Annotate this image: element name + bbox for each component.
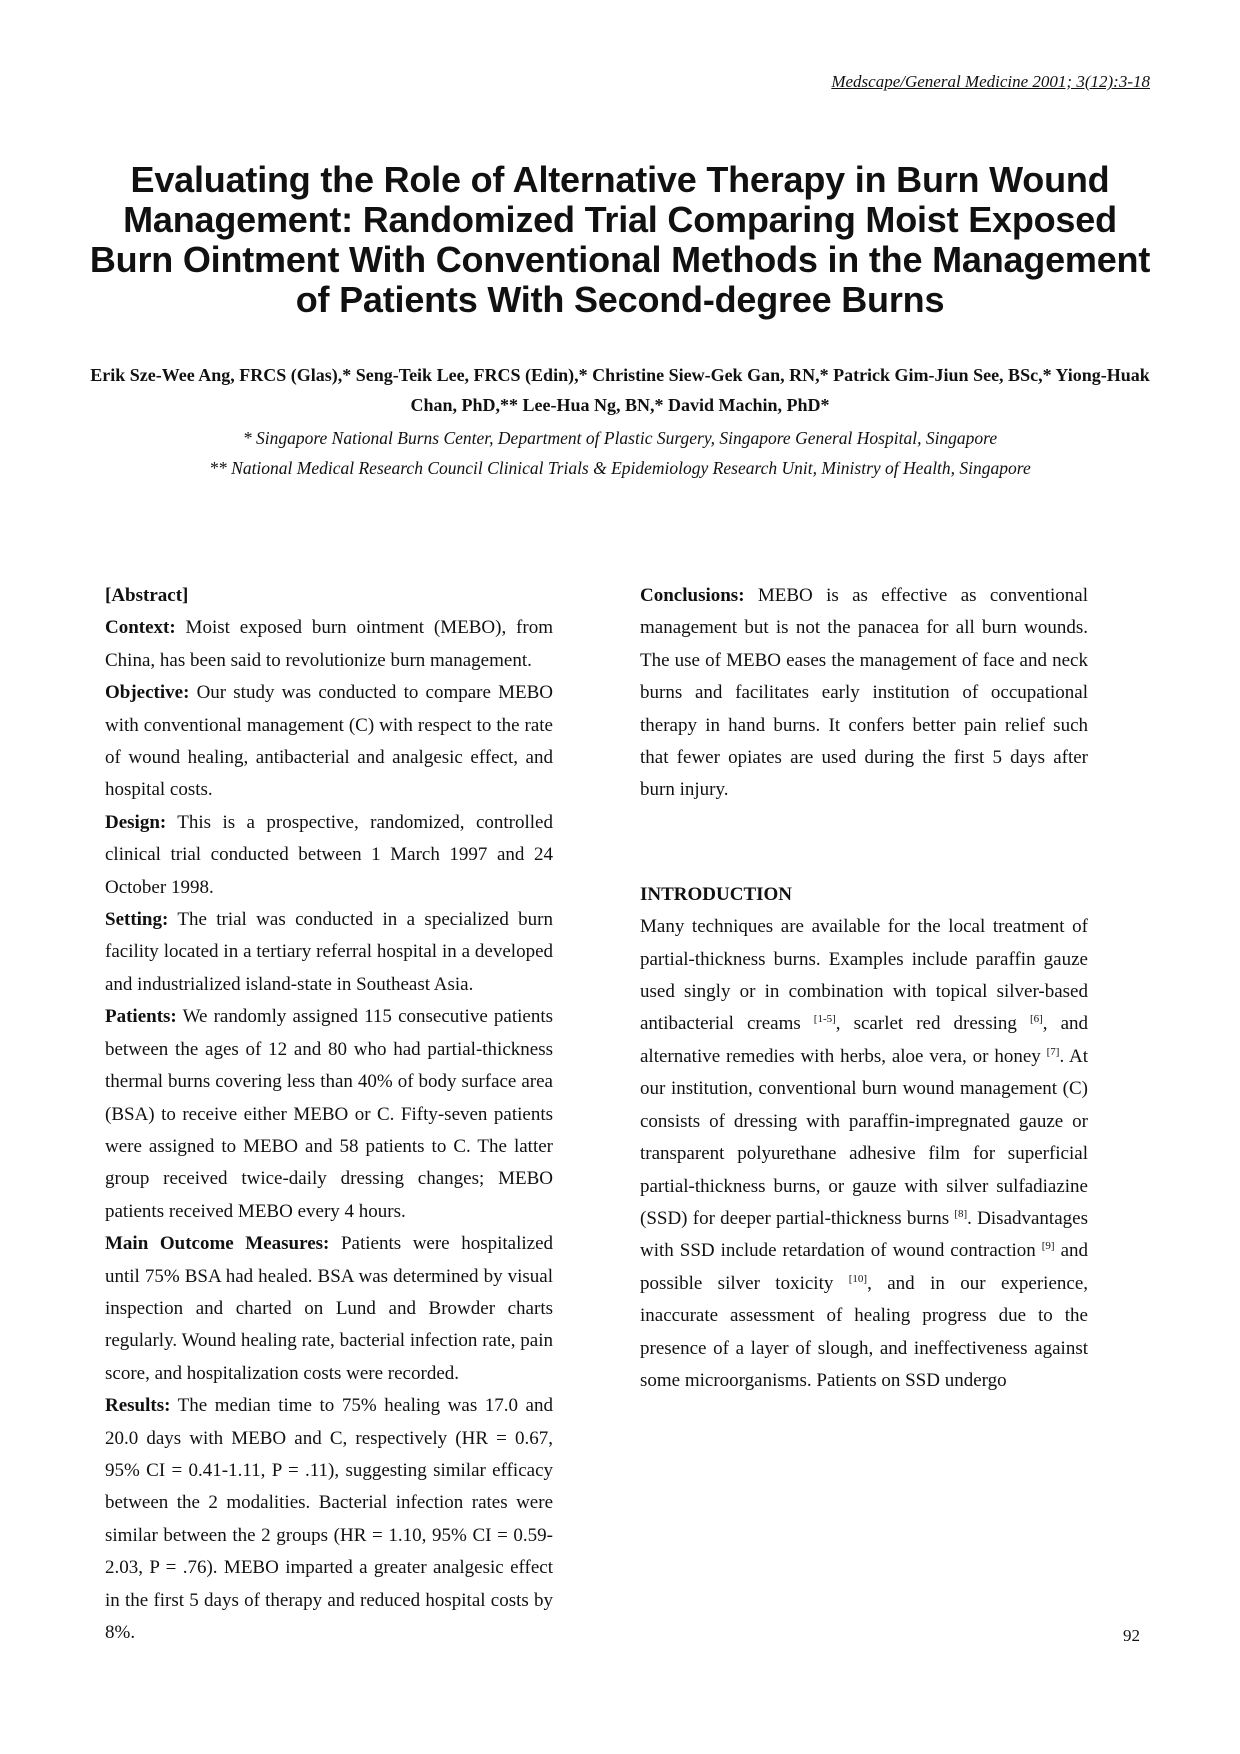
abstract-design (105, 807, 553, 904)
results-label: Results: (105, 1395, 171, 1417)
paper-title: Evaluating the Role of Alternative Therapy in Burn Wound Management: Randomized Trial Comparing Moist Exposed Burn Ointment With Conventional Methods in the Management of Patients With Second-degree Burns (89, 159, 1151, 320)
introduction-heading: INTRODUCTION (640, 883, 793, 905)
abstract-conclusions (640, 580, 1088, 807)
abstract-results (105, 1390, 553, 1649)
abstract-outcomes (105, 1228, 553, 1390)
citation-10: [10] (848, 1272, 868, 1285)
setting-text: The trial was conducted in a specialized burn facility located in a tertiary referral hospital in a developed and industrialized island-state in Southeast Asia. (105, 909, 553, 995)
intro-text-2: , scarlet red dressing (835, 1013, 1030, 1035)
context-text: Moist exposed burn ointment (MEBO), from China, has been said to revolutionize burn management. (105, 617, 553, 671)
affiliation-1: * Singapore National Burns Center, Department of Plastic Surgery, Singapore General Hospital, Singapore (242, 428, 998, 448)
intro-text-6: and possible silver toxicity (640, 1240, 1088, 1294)
abstract-patients (105, 1001, 553, 1228)
abstract-heading: [Abstract] (105, 585, 189, 606)
design-label: Design: (105, 811, 167, 833)
abstract-setting (105, 904, 553, 1001)
journal-reference: Medscape/General Medicine 2001; 3(12):3-18 (831, 72, 1150, 91)
intro-text-7: , and in our experience, inaccurate assessment of healing progress due to the presence of a layer of slough, and ineffectiveness against some microorganisms. Patients on SSD undergo (640, 1272, 1088, 1391)
setting-label: Setting: (105, 909, 169, 931)
intro-text-5: . Disadvantages with SSD include retardation of wound contraction (640, 1207, 1088, 1262)
left-column (105, 580, 553, 1649)
citation-6: [6] (1029, 1013, 1043, 1026)
page-number: 92 (1123, 1626, 1140, 1645)
conclusions-text: MEBO is as effective as conventional management but is not the panacea for all burn wounds. The use of MEBO eases the management of face and neck burns and facilitates early institution of occupational therapy in hand burns. It confers better pain relief such that fewer opiates are used during the first 5 days after burn injury. (640, 585, 1088, 801)
introduction-paragraph (640, 911, 1088, 1397)
abstract-objective (105, 677, 553, 807)
intro-text-4: . At our institution, conventional burn wound management (C) consists of dressing with paraffin-impregnated gauze or transparent polyurethane adhesive film for superficial partial-thickness burns, or gauze with silver sulfadiazine (SSD) for deeper partial-thickness burns (640, 1045, 1088, 1229)
conclusions-label: Conclusions: (640, 585, 745, 606)
affiliation-2: ** National Medical Research Council Clinical Trials & Epidemiology Research Unit, Ministry of Health, Singapore (209, 458, 1031, 478)
results-text: The median time to 75% healing was 17.0 and 20.0 days with MEBO and C, respectively (HR = 0.67, 95% CI = 0.41-1.11, P = .11), suggesting similar efficacy between the 2 modalities. Bacterial infection rates were similar between the 2 groups (HR = 1.10, 95% CI = 0.59-2.03, P = .76). MEBO imparted a greater analgesic effect in the first 5 days of therapy and reduced hospital costs by 8%. (105, 1395, 553, 1643)
outcomes-text: Patients were hospitalized until 75% BSA had healed. BSA was determined by visual inspection and charted on Lund and Browder charts regularly. Wound healing rate, bacterial infection rate, pain score, and hospitalization costs were recorded. (105, 1233, 553, 1384)
intro-text-1: Many techniques are available for the local treatment of partial-thickness burns. Examples include paraffin gauze used singly or in combination with topical silver-based antibacterial creams (640, 916, 1088, 1035)
right-column (640, 580, 1088, 1397)
citation-9: [9] (1041, 1240, 1055, 1253)
citation-1-5: [1-5] (813, 1013, 836, 1026)
patients-text: We randomly assigned 115 consecutive patients between the ages of 12 and 80 who had partial-thickness thermal burns covering less than 40% of body surface area (BSA) to receive either MEBO or C. Fifty-seven patients were assigned to MEBO and 58 patients to C. The latter group received twice-daily dressing changes; MEBO patients received MEBO every 4 hours. (105, 1006, 553, 1222)
outcomes-label: Main Outcome Measures: (105, 1233, 330, 1255)
design-text: This is a prospective, randomized, controlled clinical trial conducted between 1 March 1997 and 24 October 1998. (105, 811, 553, 898)
context-label: Context: (105, 617, 176, 639)
patients-label: Patients: (105, 1006, 177, 1028)
objective-label: Objective: (105, 682, 190, 704)
intro-text-3: , and alternative remedies with herbs, aloe vera, or honey (640, 1013, 1089, 1067)
citation-8: [8] (954, 1207, 968, 1220)
abstract-context (105, 612, 553, 677)
objective-text: Our study was conducted to compare MEBO with conventional management (C) with respect to the rate of wound healing, antibacterial and analgesic effect, and hospital costs. (105, 682, 553, 801)
citation-7: [7] (1046, 1045, 1060, 1058)
author-list: Erik Sze-Wee Ang, FRCS (Glas),* Seng-Teik Lee, FRCS (Edin),* Christine Siew-Gek Gan, RN,* Patrick Gim-Jiun See, BSc,* Yiong-Huak Chan, PhD,** Lee-Hua Ng, BN,* David Machin, PhD* (90, 365, 1150, 415)
